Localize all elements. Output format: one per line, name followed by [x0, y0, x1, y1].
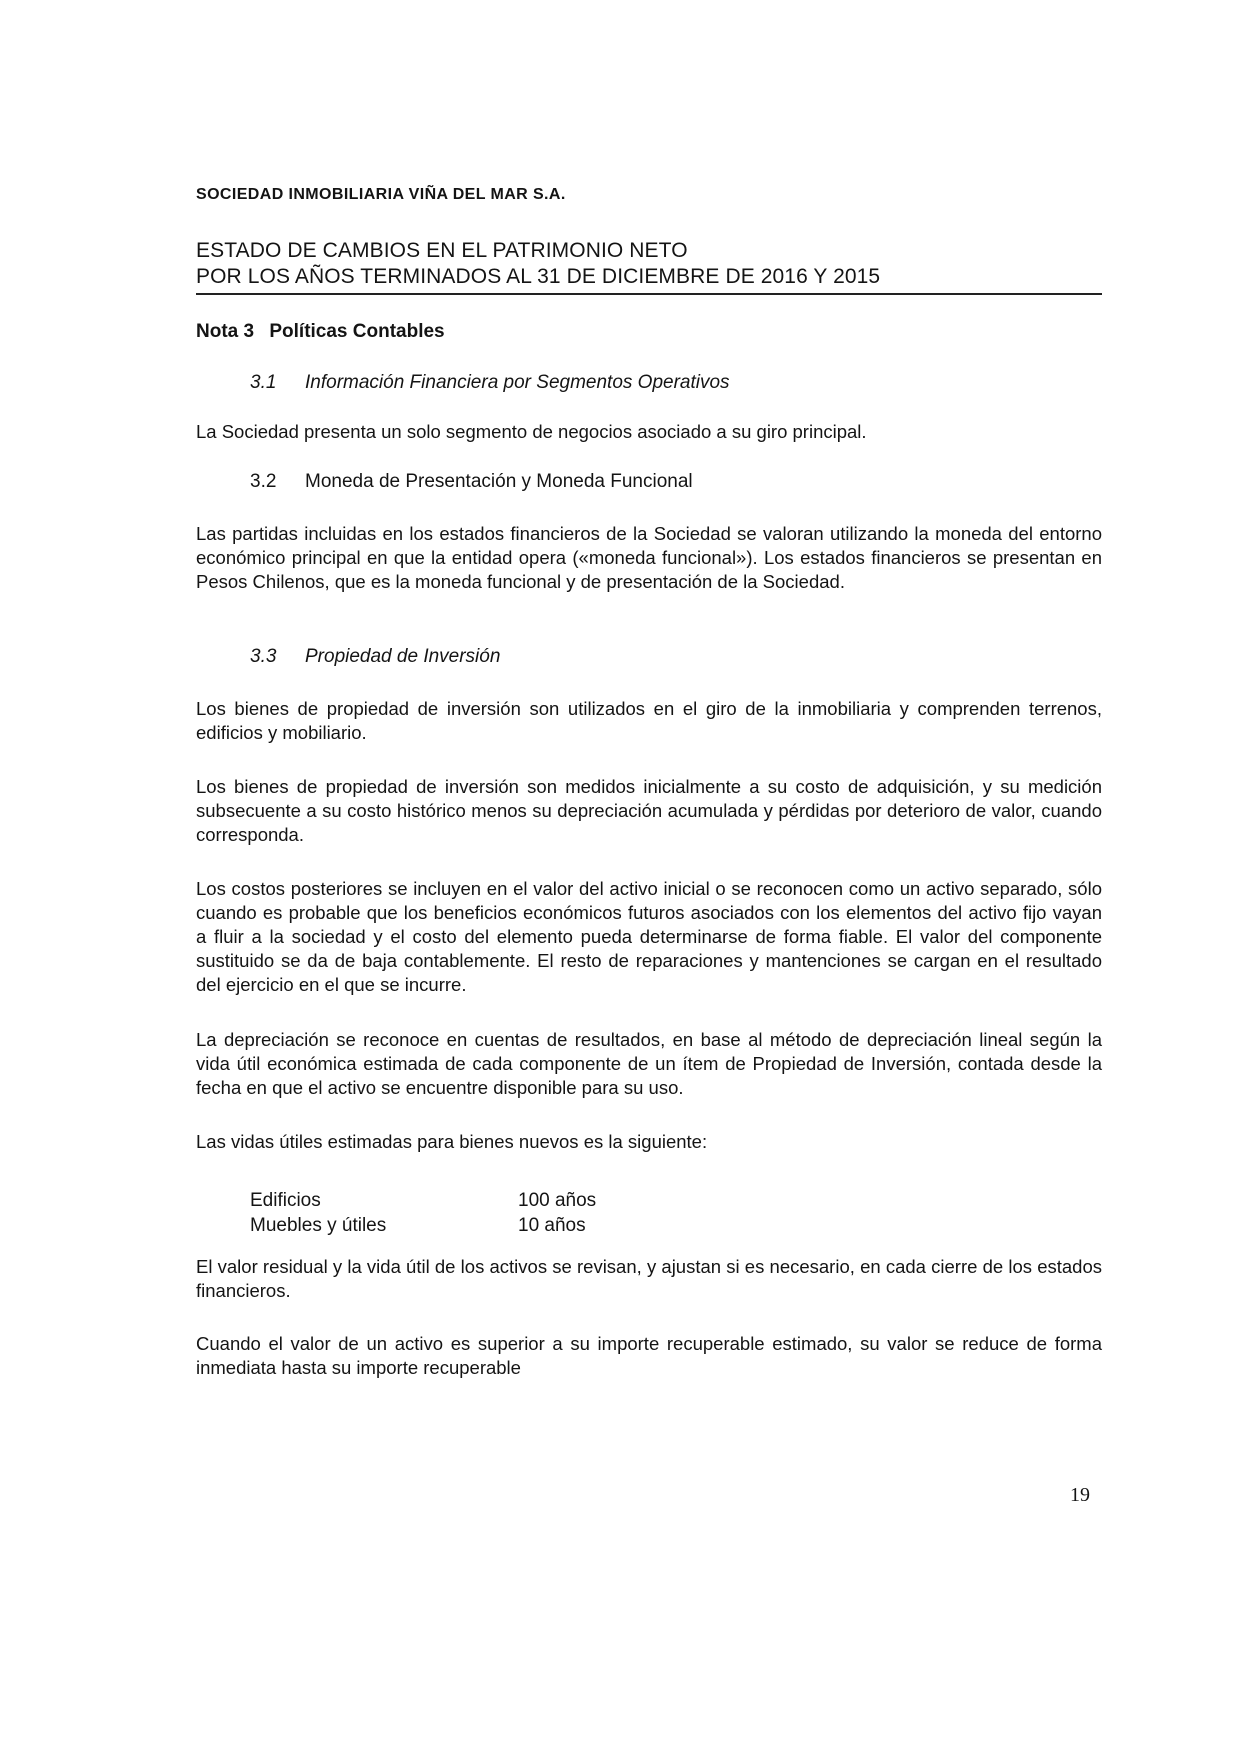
note-heading	[196, 321, 445, 343]
section-heading-3-2	[250, 471, 693, 493]
title-line-1: ESTADO DE CAMBIOS EN EL PATRIMONIO NETO	[196, 239, 688, 262]
company-name: SOCIEDAD INMOBILIARIA VIÑA DEL MAR S.A.	[196, 186, 566, 203]
paragraph: Las vidas útiles estimadas para bienes nuevos es la siguiente:	[196, 1131, 708, 1152]
asset-name: Edificios	[250, 1190, 321, 1211]
paragraph: El valor residual y la vida útil de los activos se revisan, y ajustan si es necesario, en cada cierre de los estados financieros.	[196, 1256, 1102, 1301]
note-title: Políticas Contables	[269, 321, 445, 342]
paragraph: Las partidas incluidas en los estados financieros de la Sociedad se valoran utilizando la moneda del entorno económico principal en que la entidad opera («moneda funcional»). Los estados financieros se presentan en Pesos Chilenos, que es la moneda funcional y de presentación de la Sociedad.	[196, 523, 1102, 592]
paragraph: Los costos posteriores se incluyen en el valor del activo inicial o se reconocen como un activo separado, sólo cuando es probable que los beneficios económicos futuros asociados con los elementos del activo fijo vayan a fluir a la sociedad y el costo del elemento pueda determinarse de forma fiable. El valor del componente sustituido se da de baja contablemente. El resto de reparaciones y mantenciones se cargan en el resultado del ejercicio en el que se incurre.	[196, 878, 1102, 995]
paragraph: La depreciación se reconoce en cuentas de resultados, en base al método de depreciación lineal según la vida útil económica estimada de cada componente de un ítem de Propiedad de Inversión, contada desde la fecha en que el activo se encuentre disponible para su uso.	[196, 1029, 1102, 1098]
section-title: Moneda de Presentación y Moneda Funcional	[305, 471, 693, 492]
section-number: 3.1	[250, 372, 277, 393]
page-number: 19	[1070, 1484, 1090, 1506]
table-row	[250, 1188, 596, 1213]
useful-lives-table	[250, 1188, 596, 1238]
section-heading-3-3	[250, 646, 500, 668]
paragraph: Los bienes de propiedad de inversión son medidos inicialmente a su costo de adquisición, y su medición subsecuente a su costo histórico menos su depreciación acumulada y pérdidas por deterioro de valor, cuando corresponda.	[196, 776, 1102, 845]
asset-life: 10 años	[518, 1215, 586, 1236]
document-title	[196, 238, 1102, 295]
section-title: Información Financiera por Segmentos Operativos	[305, 372, 730, 393]
note-label: Nota 3	[196, 321, 255, 342]
asset-name: Muebles y útiles	[250, 1215, 387, 1236]
section-title: Propiedad de Inversión	[305, 646, 501, 667]
section-heading-3-1	[250, 372, 730, 394]
paragraph: Cuando el valor de un activo es superior a su importe recuperable estimado, su valor se reduce de forma inmediata hasta su importe recuperable	[196, 1333, 1102, 1378]
section-number: 3.3	[250, 646, 277, 667]
paragraph: Los bienes de propiedad de inversión son utilizados en el giro de la inmobiliaria y comprenden terrenos, edificios y mobiliario.	[196, 698, 1102, 743]
paragraph: La Sociedad presenta un solo segmento de negocios asociado a su giro principal.	[196, 421, 867, 442]
section-number: 3.2	[250, 471, 277, 492]
asset-life: 100 años	[518, 1190, 597, 1211]
table-row	[250, 1213, 596, 1238]
title-line-2: POR LOS AÑOS TERMINADOS AL 31 DE DICIEMBRE DE 2016 Y 2015	[196, 265, 881, 288]
